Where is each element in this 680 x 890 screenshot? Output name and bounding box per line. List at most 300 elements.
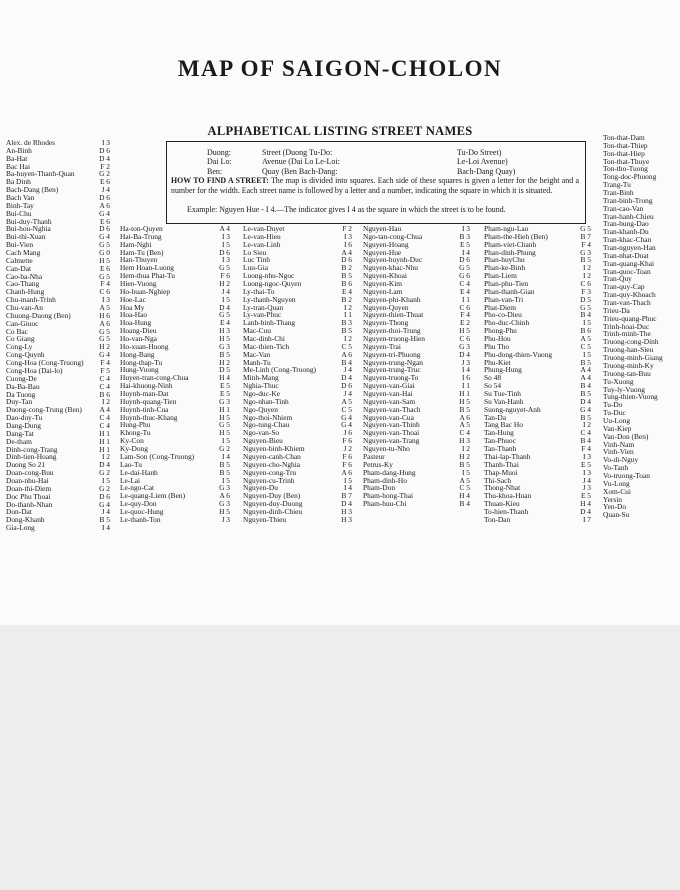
street-name: Luong-nhu-Ngoc (243, 271, 295, 281)
street-entry: Ton-tho-Tuong (603, 164, 648, 174)
grid-square: B 3 (459, 231, 470, 241)
street-name: Lo Sieu (243, 247, 267, 257)
grid-square: G 4 (580, 404, 591, 414)
grid-square: B 2 (341, 294, 352, 304)
grid-square: A 6 (99, 200, 110, 210)
street-name: Alex. de Rhodes (6, 138, 56, 147)
grid-square: C 5 (459, 483, 470, 493)
grid-square: B 5 (99, 515, 110, 525)
street-name: Thu-khoa-Huan (484, 491, 532, 501)
grid-square: H 5 (219, 412, 230, 422)
grid-square: F 6 (220, 271, 230, 281)
street-name: Lam-Son (Cong-Truong) (120, 451, 195, 461)
street-name: Chanh-Hung (6, 287, 45, 297)
street-entry: Yersin (603, 494, 622, 504)
grid-square: I 2 (101, 452, 110, 462)
street-entry (120, 516, 230, 524)
grid-square: D 4 (219, 302, 230, 312)
street-name: Thi-Sach (484, 475, 512, 485)
street-name: Ton-Dan (484, 514, 511, 524)
grid-square: I 5 (582, 349, 591, 359)
grid-square: A 4 (341, 247, 352, 257)
grid-square: D 4 (341, 373, 352, 383)
street-entry: Vo-Tanh (603, 463, 629, 473)
street-name: Phan-dinh-Phung (484, 247, 536, 257)
grid-square: E 6 (99, 177, 110, 187)
grid-square: F 2 (342, 224, 352, 233)
street-name: Ngo-duc-Ke (243, 389, 280, 399)
street-name: Cao-Thang (6, 279, 40, 289)
grid-square: H 4 (459, 491, 470, 501)
street-name: Cong-Hoa (Cong-Truong) (6, 358, 84, 368)
grid-square: I 3 (582, 467, 591, 477)
street-name: Huynh-quang-Tien (120, 396, 177, 406)
street-name: Cong-Hoa (Dai-lo) (6, 365, 63, 375)
street-name: Nguyen-Thieu (243, 514, 287, 524)
street-entry: Tran-binh-Trong (603, 195, 653, 205)
grid-square: E 5 (580, 459, 591, 469)
grid-square: G 4 (99, 232, 110, 242)
street-name: Lao-Tu (120, 459, 142, 469)
street-name: Huynh-tinh-Cua (120, 404, 169, 414)
street-name: Me-Linh (Cong-Truong) (243, 365, 317, 375)
grid-square: F 4 (581, 239, 591, 249)
grid-square: I 3 (101, 138, 110, 147)
street-name: Ngo-thoi-Nhiem (243, 412, 293, 422)
street-name: Co Bac (6, 326, 28, 336)
street-name: Bach-Dang (Ben) (6, 185, 59, 195)
street-entry: Tran-khanh-Du (603, 227, 649, 237)
street-name: Nguyen-van-Giai (363, 381, 415, 391)
grid-square: B 5 (219, 459, 230, 469)
street-name: Ky-Con (120, 436, 144, 446)
grid-square: I 3 (101, 295, 110, 305)
grid-square: A 4 (219, 224, 230, 233)
street-name: Le-thanh-Ton (120, 514, 161, 524)
grid-square: I 6 (461, 373, 470, 383)
street-name: Ham-Nghi (120, 239, 152, 249)
grid-square: I 2 (582, 271, 591, 281)
street-name: Nguyen-huynh-Duc (363, 255, 423, 265)
grid-square: G 5 (580, 302, 591, 312)
grid-square: G 4 (99, 208, 110, 218)
street-entry: Ton-that-Thuye (603, 156, 650, 166)
street-column-4 (363, 225, 470, 508)
grid-square: C 6 (580, 279, 591, 289)
street-name: Phu-dong-thien-Vuong (484, 349, 553, 359)
street-name: Hem-thua Phat-Tu (120, 271, 175, 281)
street-name: Nguyen-van-Thinh (363, 420, 420, 430)
grid-square: G 5 (99, 240, 110, 250)
street-entry: Tran-nhat-Duat (603, 250, 649, 260)
grid-square: C 6 (99, 287, 110, 297)
street-name: Do-thanh-Nhan (6, 499, 53, 509)
street-entry: Vu-Long (603, 478, 630, 488)
street-name: Su Van-Hanh (484, 396, 524, 406)
street-name: Nguyen-tu-Nho (363, 444, 410, 454)
street-name: Thanh-Thai (484, 459, 519, 469)
street-name: Thai-lap-Thanh (484, 451, 531, 461)
grid-square: C 6 (459, 334, 470, 344)
street-entry: Truong-han-Sieu (603, 345, 654, 355)
street-name: Tang Bac Ho (484, 420, 523, 430)
grid-square: G 3 (219, 396, 230, 406)
street-entry: Tran-nguyen-Han (603, 243, 656, 253)
street-name: Ngo-tung-Chau (243, 420, 290, 430)
street-name: Nguyen-Lam (363, 286, 403, 296)
example-text: Example: Nguyen Hue - I 4.—The indicator gives I 4 as the square in which the street is to be found. (187, 205, 506, 214)
grid-square: F 4 (100, 279, 110, 289)
grid-square: A 6 (341, 467, 352, 477)
street-entry: Tong-doc-Phuong (603, 172, 657, 182)
street-name: Thap-Muoi (484, 467, 518, 477)
street-name: Nghia-Thuc (243, 381, 279, 391)
grid-square: H 1 (99, 428, 110, 438)
street-name: Suong-nguyet-Anh (484, 404, 541, 414)
grid-square: C 4 (580, 428, 591, 438)
grid-square: H 3 (341, 514, 352, 524)
street-name: Hoang-Dieu (120, 326, 157, 336)
street-name: Nguyen-Hue (363, 247, 402, 257)
street-entry: Van-Kiep (603, 423, 632, 433)
grid-square: J 4 (343, 365, 352, 375)
grid-square: A 4 (580, 373, 591, 383)
street-name: Hung-Phu (120, 420, 151, 430)
street-name: Ham-Tu (Ben) (120, 247, 164, 257)
street-name: Phan-van-Tri (484, 294, 524, 304)
grid-square: C 5 (341, 341, 352, 351)
grid-square: D 4 (580, 506, 591, 516)
street-name: Mac-dinh-Chi (243, 334, 285, 344)
grid-square: A 5 (459, 475, 470, 485)
grid-square: J 3 (221, 514, 230, 524)
grid-square: B 5 (459, 404, 470, 414)
street-name: Pho-co-Dieu (484, 310, 522, 320)
street-name: Phu-Hou (484, 334, 511, 344)
street-name: Can-Giuoc (6, 318, 39, 328)
street-entry: Uu-Long (603, 415, 631, 425)
street-entry: Tu-Do (603, 400, 623, 410)
street-name: Nguyen-van-Thach (363, 404, 421, 414)
street-entry: Tran-khac-Chan (603, 235, 652, 245)
page-subtitle: ALPHABETICAL LISTING STREET NAMES (207, 124, 473, 138)
street-name: Dinh-tien-Hoang (6, 452, 57, 462)
street-name: Hem Hoan-Luong (120, 263, 174, 273)
street-name: Luong-ngoc-Quyen (243, 279, 302, 289)
grid-square: G 4 (341, 412, 352, 422)
street-name: Pham-Don (363, 483, 396, 493)
street-entry: Xom-Cui (603, 486, 631, 496)
grid-square: A 6 (459, 412, 470, 422)
street-name: Pham-dang-Hung (363, 467, 416, 477)
street-name: Doan-cong-Buu (6, 468, 54, 478)
street-entry: Tran-quy-Cap (603, 282, 645, 292)
grid-square: E 6 (99, 263, 110, 273)
grid-square: E 5 (219, 381, 230, 391)
grid-square: I 5 (221, 294, 230, 304)
street-entry: Trieu-quang-Phuc (603, 313, 657, 323)
grid-square: I 2 (461, 444, 470, 454)
grid-square: B 4 (580, 310, 591, 320)
street-name: Khong-Tu (120, 428, 151, 438)
abbr-row: Dai Lo: Avenue (Dai Lo Le-Loi: Le-Loi Avenue) (207, 157, 508, 167)
grid-square: B 5 (580, 357, 591, 367)
street-name: Pham-viet-Chanh (484, 239, 537, 249)
street-name: Ba-huyen-Thanh-Quan (6, 169, 75, 179)
street-entry (243, 516, 352, 524)
grid-square: H 3 (219, 326, 230, 336)
grid-square: B 6 (341, 279, 352, 289)
street-name: Phu Tho (484, 341, 510, 351)
grid-square: D 5 (580, 294, 591, 304)
grid-square: J 3 (461, 357, 470, 367)
street-entry: Ton-that-Dam (603, 133, 645, 142)
street-name: Cach Mang (6, 248, 41, 258)
street-name: Ho-xuan-Huong (120, 341, 169, 351)
grid-square: A 5 (459, 420, 470, 430)
grid-square: C 5 (580, 341, 591, 351)
grid-square: G 0 (99, 248, 110, 258)
street-name: Petrus-Ky (363, 459, 393, 469)
street-name: To-hien-Thanh (484, 506, 529, 516)
grid-square: G 5 (99, 334, 110, 344)
street-name: Nguyen-thoi-Trung (363, 326, 421, 336)
street-name: Nguyen-cu-Trinh (243, 475, 295, 485)
grid-square: B 5 (459, 459, 470, 469)
grid-square: J 4 (582, 475, 591, 485)
street-name: Pho-duc-Chinh (484, 318, 530, 328)
street-name: Hung-Vuong (120, 365, 159, 375)
grid-square: I 3 (343, 231, 352, 241)
grid-square: D 6 (99, 145, 110, 155)
grid-square: G 5 (580, 224, 591, 233)
grid-square: I 5 (461, 467, 470, 477)
grid-square: D 4 (99, 460, 110, 470)
street-name: Tan-Hung (484, 428, 514, 438)
grid-square: H 4 (219, 373, 230, 383)
street-name: De-tham (6, 436, 32, 446)
street-name: Bui-thi-Xuan (6, 232, 46, 242)
street-name: Ha-ton-Quyen (120, 224, 163, 233)
grid-square: G 5 (99, 326, 110, 336)
grid-square: J 4 (101, 185, 110, 195)
grid-square: I 4 (461, 365, 470, 375)
grid-square: C 6 (459, 302, 470, 312)
street-name: Nguyen-trung-Truc (363, 365, 421, 375)
street-name: Ngo-tan-cong-Chua (363, 231, 423, 241)
street-name: Hai-khuong-Ninh (120, 381, 173, 391)
street-name: Bui-duy-Thanh (6, 216, 52, 226)
street-entry: Vo-truong-Toan (603, 470, 650, 480)
street-entry: Trieu-Da (603, 305, 630, 315)
street-entry: Tu-Duc (603, 408, 626, 418)
street-entry: Ton-that-Thiep (603, 140, 648, 150)
street-name: Chu-manh-Trinh (6, 295, 56, 305)
grid-square: G 3 (219, 341, 230, 351)
grid-square: B 6 (580, 326, 591, 336)
street-name: Cao-ba-Nha (6, 271, 43, 281)
grid-square: A 5 (341, 396, 352, 406)
street-name: Tan-Da (484, 412, 507, 422)
grid-square: I 3 (582, 451, 591, 461)
street-name: Phung-Hung (484, 365, 522, 375)
street-name: Binh-Tay (6, 200, 34, 210)
grid-square: I 5 (221, 475, 230, 485)
street-entry: Tran-Quy (603, 274, 632, 284)
legend-box (166, 141, 586, 224)
street-name: Duong So 21 (6, 460, 46, 470)
street-name: Phat-Diem (484, 302, 517, 312)
grid-square: H 1 (99, 436, 110, 446)
grid-square: B 5 (580, 255, 591, 265)
street-name: Nguyen-phi-Khanh (363, 294, 421, 304)
street-name: Duong-cong-Trung (Ben) (6, 405, 82, 415)
grid-square: I 7 (582, 514, 591, 524)
street-entry: Tran-cao-Van (603, 203, 644, 213)
street-entry (363, 500, 470, 508)
grid-square: I 2 (343, 302, 352, 312)
street-name: Bach Van (6, 193, 35, 203)
street-name: Pham-dinh-Ho (363, 475, 407, 485)
street-name: Ba-Hat (6, 153, 28, 163)
street-name: Tan-Thanh (484, 444, 517, 454)
street-name: Nguyen-van-Hai (363, 389, 413, 399)
grid-square: C 4 (99, 373, 110, 383)
grid-square: I 5 (221, 436, 230, 446)
abbr-row: Ben: Quay (Ben Bach-Dang: Bach-Dang Quay) (207, 166, 516, 176)
street-name: Cuong-De (6, 373, 37, 383)
street-entry: Truong-minh-Ky (603, 360, 654, 370)
abbreviation-list (207, 148, 567, 176)
street-name: Cong-Quynh (6, 350, 45, 360)
street-name: Nguyen-duy-Duong (243, 499, 303, 509)
grid-square: F 6 (342, 459, 352, 469)
grid-square: D 6 (99, 224, 110, 234)
grid-square: H 1 (219, 404, 230, 414)
grid-square: E 5 (580, 491, 591, 501)
street-name: Nguyen-van-Cua (363, 412, 414, 422)
street-name: Ky-Dong (120, 444, 148, 454)
street-name: Da Tuong (6, 389, 36, 399)
grid-square: A 4 (580, 365, 591, 375)
grid-square: E 5 (459, 239, 470, 249)
street-name: Pasteur (363, 451, 385, 461)
grid-square: H 5 (459, 396, 470, 406)
street-name: Ly-thanh-Nguyen (243, 294, 296, 304)
street-name: Luu-Gia (243, 263, 269, 273)
grid-square: D 4 (580, 396, 591, 406)
grid-square: B 5 (341, 326, 352, 336)
grid-square: I 4 (343, 483, 352, 493)
grid-square: H 3 (341, 506, 352, 516)
street-name: Le-van-Linh (243, 239, 281, 249)
street-name: Nguyen-Kim (363, 279, 402, 289)
grid-square: I 4 (221, 451, 230, 461)
street-name: Ngo-nhan-Tinh (243, 396, 289, 406)
grid-square: C 4 (459, 428, 470, 438)
street-name: Bui-Vien (6, 240, 34, 250)
grid-square: H 5 (219, 428, 230, 438)
grid-square: H 3 (459, 436, 470, 446)
street-name: So 54 (484, 381, 502, 391)
grid-square: J 2 (343, 444, 352, 454)
grid-square: D 6 (99, 491, 110, 501)
grid-square: E 4 (219, 318, 230, 328)
street-entry: Van-Don (Ben) (603, 431, 649, 441)
grid-square: B 2 (341, 263, 352, 273)
grid-square: B 7 (341, 491, 352, 501)
grid-square: F 2 (100, 161, 110, 171)
street-name: Lanh-binh-Thang (243, 318, 296, 328)
street-entry: Trinh-minh-The (603, 329, 651, 339)
street-name: Le-quang-Liem (Ben) (120, 491, 186, 501)
grid-square: H 6 (99, 310, 110, 320)
street-name: Luc Tinh (243, 255, 270, 265)
grid-square: B 5 (580, 389, 591, 399)
street-name: Le-ngo-Cat (120, 483, 155, 493)
street-name: So 48 (484, 373, 502, 383)
grid-square: D 4 (341, 499, 352, 509)
grid-square: C 5 (341, 404, 352, 414)
grid-square: I 5 (101, 475, 110, 485)
street-name: Han-Thuyen (120, 255, 158, 265)
grid-square: C 4 (99, 420, 110, 430)
scan-margin (0, 625, 680, 890)
grid-square: H 5 (459, 326, 470, 336)
street-column-6 (603, 134, 679, 519)
street-name: Nguyen-van-Sam (363, 396, 416, 406)
street-name: Hong-Bang (120, 349, 155, 359)
grid-square: H 1 (99, 444, 110, 454)
street-entry: Truong-tan-Buu (603, 368, 651, 378)
street-name: Le-van-Duyet (243, 224, 285, 233)
street-name: Manh-Tu (243, 357, 271, 367)
street-entry: Vinh-Nam (603, 439, 635, 449)
street-name: Nguyen-Duy (Ben) (243, 491, 301, 501)
street-name: Huynh-man-Dat (120, 389, 169, 399)
street-name: Pham-huu-Chi (363, 499, 407, 509)
street-entry: Tuy-ly-Vuong (603, 384, 645, 394)
street-entry (484, 516, 591, 524)
street-name: Mac-Van (243, 349, 271, 359)
street-name: Ngo-van-So (243, 428, 280, 438)
grid-square: G 3 (219, 483, 230, 493)
street-entry: Tung-thien-Vuong (603, 392, 658, 402)
street-name: Huynh-thuc-Khang (120, 412, 178, 422)
street-name: Nguyen-truong-Hien (363, 334, 425, 344)
grid-square: I 1 (461, 381, 470, 391)
street-name: Nguyen-Du (243, 483, 278, 493)
street-name: Ngo-Quyen (243, 404, 278, 414)
grid-square: I 1 (343, 310, 352, 320)
street-name: Hien-Vuong (120, 279, 157, 289)
grid-square: I 3 (221, 231, 230, 241)
street-name: Thuan-Kieu (484, 499, 520, 509)
grid-square: F 4 (581, 444, 591, 454)
street-name: Le-van-Hieu (243, 231, 281, 241)
grid-square: G 3 (219, 499, 230, 509)
street-name: Nguyen-dinh-Chieu (243, 506, 303, 516)
street-name: Co Giang (6, 334, 35, 344)
grid-square: I 4 (101, 523, 110, 533)
grid-square: H 2 (219, 279, 230, 289)
street-name: Doan-thi-Diem (6, 483, 52, 493)
grid-square: G 4 (99, 350, 110, 360)
grid-square: I 1 (461, 294, 470, 304)
street-entry: Trinh-hoai-Duc (603, 321, 650, 331)
grid-square: I 3 (461, 224, 470, 233)
street-name: Le-dai-Hanh (120, 467, 158, 477)
